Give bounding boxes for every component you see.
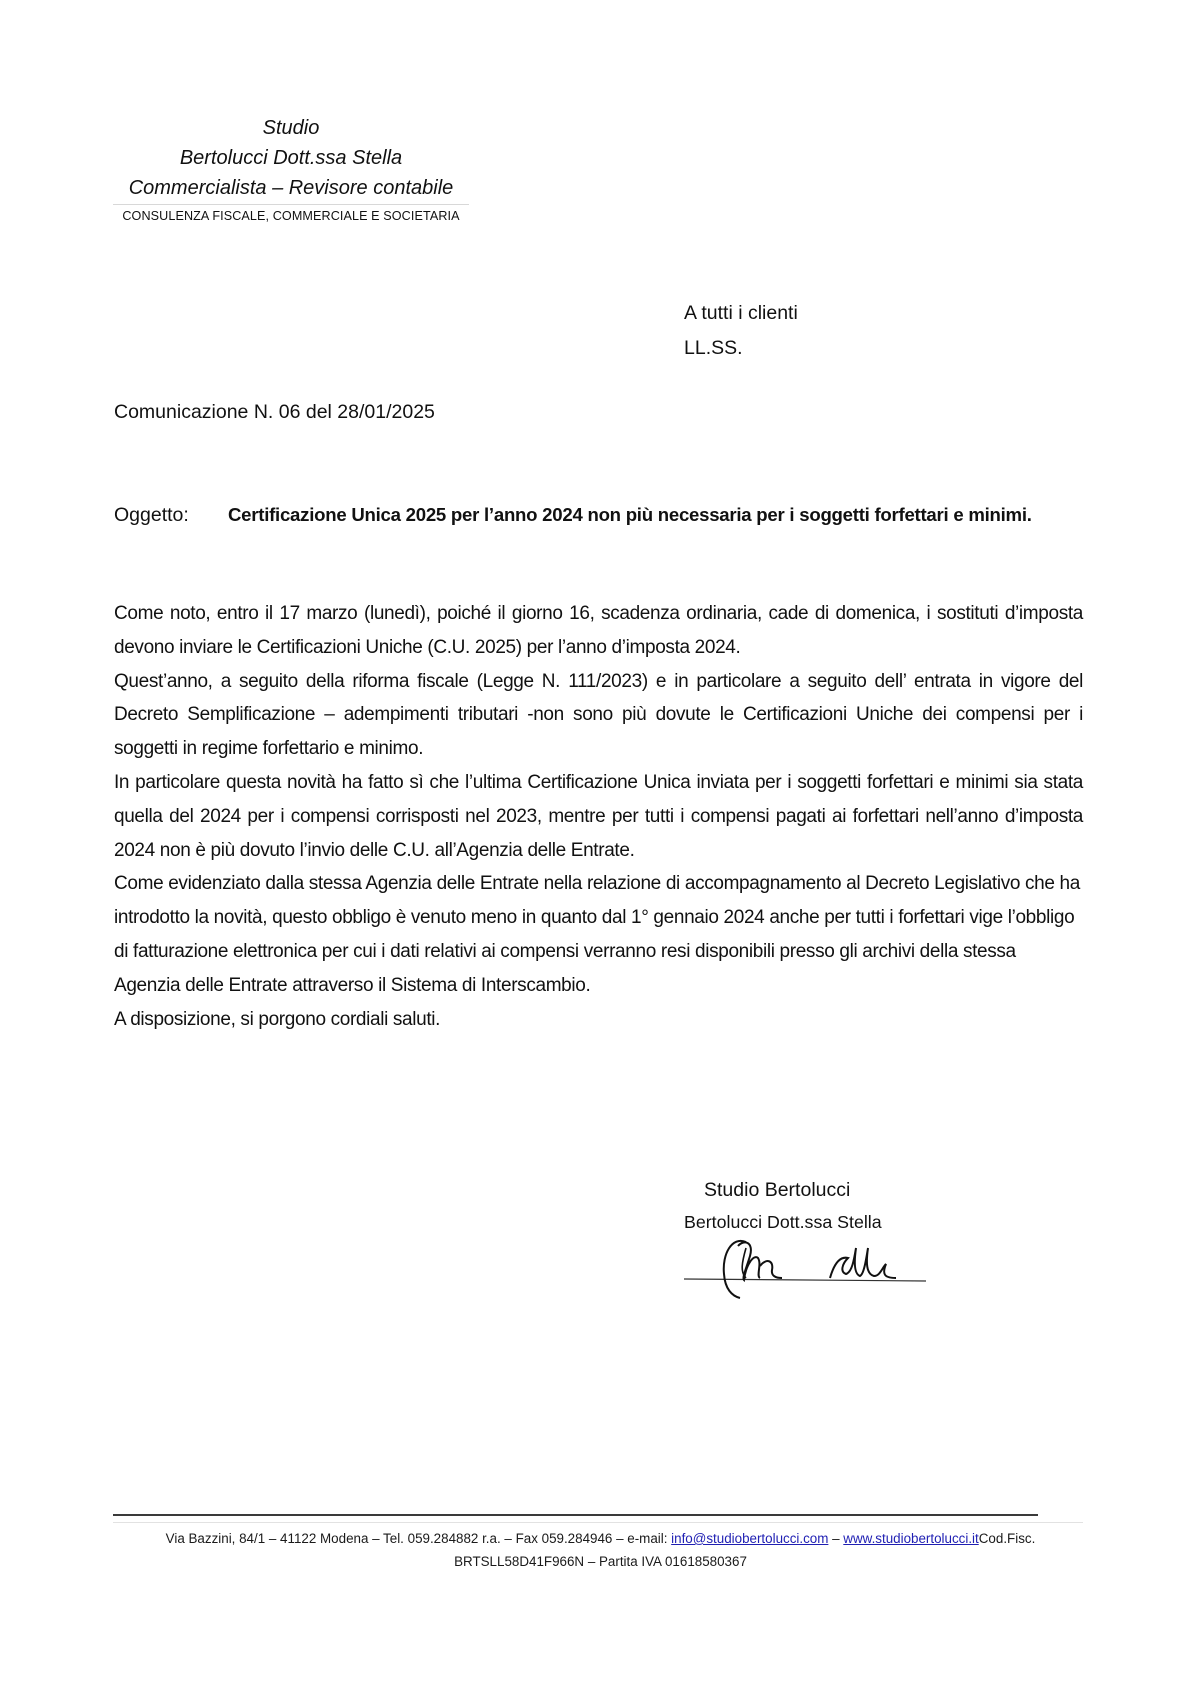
letterhead — [113, 113, 469, 225]
body-paragraph: In particolare questa novità ha fatto sì che l’ultima Certificazione Unica inviata per i soggetti forfettari e minimi sia stata quella del 2024 per i compensi corrisposti nel 2023, mentre per tutti i compensi pagati ai forfettari nell’anno d’imposta 2024 non è più dovuto l’invio delle C.U. all’Agenzia delle Entrate. — [114, 771, 1083, 861]
footer-codfisc-label: Cod.Fisc. — [978, 1531, 1036, 1546]
footer-divider-light — [113, 1522, 1083, 1523]
body-paragraph: Come evidenziato dalla stessa Agenzia delle Entrate nella relazione di accompagnamento al Decreto Legislativo che ha introdotto la novità, questo obbligo è venuto meno in quanto dal 1° gennaio 2024 anche per tutti i forfettari vige l’obbligo di fatturazione elettronica per cui i dati relativi ai compensi verranno resi disponibili presso gli archivi della stessa Agenzia delle Entrate attraverso il Sistema di Interscambio. — [114, 873, 1080, 996]
body-paragraph: Come noto, entro il 17 marzo (lunedì), poiché il giorno 16, scadenza ordinaria, cade di domenica, i sostituti d’imposta devono inviare le Certificazioni Uniche (C.U. 2025) per l’anno d’imposta 2024. — [114, 603, 1083, 658]
letterhead-studio: Studio — [262, 117, 320, 139]
letterhead-subtitle: CONSULENZA FISCALE, COMMERCIALE E SOCIETARIA — [122, 209, 460, 223]
subject-block — [114, 498, 1086, 532]
subject-text: Certificazione Unica 2025 per l’anno 2024 non più necessaria per i soggetti forfettari e minimi. — [228, 504, 1032, 525]
letterhead-name: Bertolucci Dott.ssa Stella — [179, 147, 403, 169]
footer-divider — [113, 1514, 1038, 1516]
footer-email-link[interactable]: info@studiobertolucci.com — [671, 1531, 829, 1546]
signature-block — [684, 1176, 944, 1236]
letterhead-divider — [113, 204, 469, 205]
handwritten-signature-icon — [684, 1234, 934, 1304]
letterhead-profession: Commercialista – Revisore contabile — [128, 177, 454, 199]
closing-paragraph: A disposizione, si porgono cordiali saluti. — [114, 1008, 441, 1030]
signature-studio: Studio Bertolucci — [704, 1179, 851, 1201]
footer — [113, 1527, 1088, 1573]
footer-contact-line — [113, 1527, 1088, 1550]
recipient-line-2: LL.SS. — [684, 337, 743, 359]
footer-website-link[interactable]: www.studiobertolucci.it — [843, 1531, 979, 1546]
recipient-block — [684, 296, 798, 366]
recipient-line-1: A tutti i clienti — [684, 302, 798, 324]
footer-separator: – — [828, 1531, 844, 1546]
subject-label: Oggetto: — [114, 504, 189, 526]
footer-address: Via Bazzini, 84/1 – 41122 Modena – Tel. 059.284882 r.a. – Fax 059.284946 – e-mail: — [165, 1531, 672, 1546]
communication-reference: Comunicazione N. 06 del 28/01/2025 — [114, 401, 435, 423]
footer-tax-ids: BRTSLL58D41F966N – Partita IVA 01618580367 — [454, 1554, 747, 1569]
signature-name: Bertolucci Dott.ssa Stella — [684, 1212, 882, 1232]
letter-body — [114, 597, 1083, 1036]
body-paragraph: Quest’anno, a seguito della riforma fiscale (Legge N. 111/2023) e in particolare a seguito dell’ entrata in vigore del Decreto Semplificazione – adempimenti tributari -non sono più dovute le Certificazioni Uniche dei compensi per i soggetti in regime forfettario e minimo. — [114, 670, 1083, 760]
